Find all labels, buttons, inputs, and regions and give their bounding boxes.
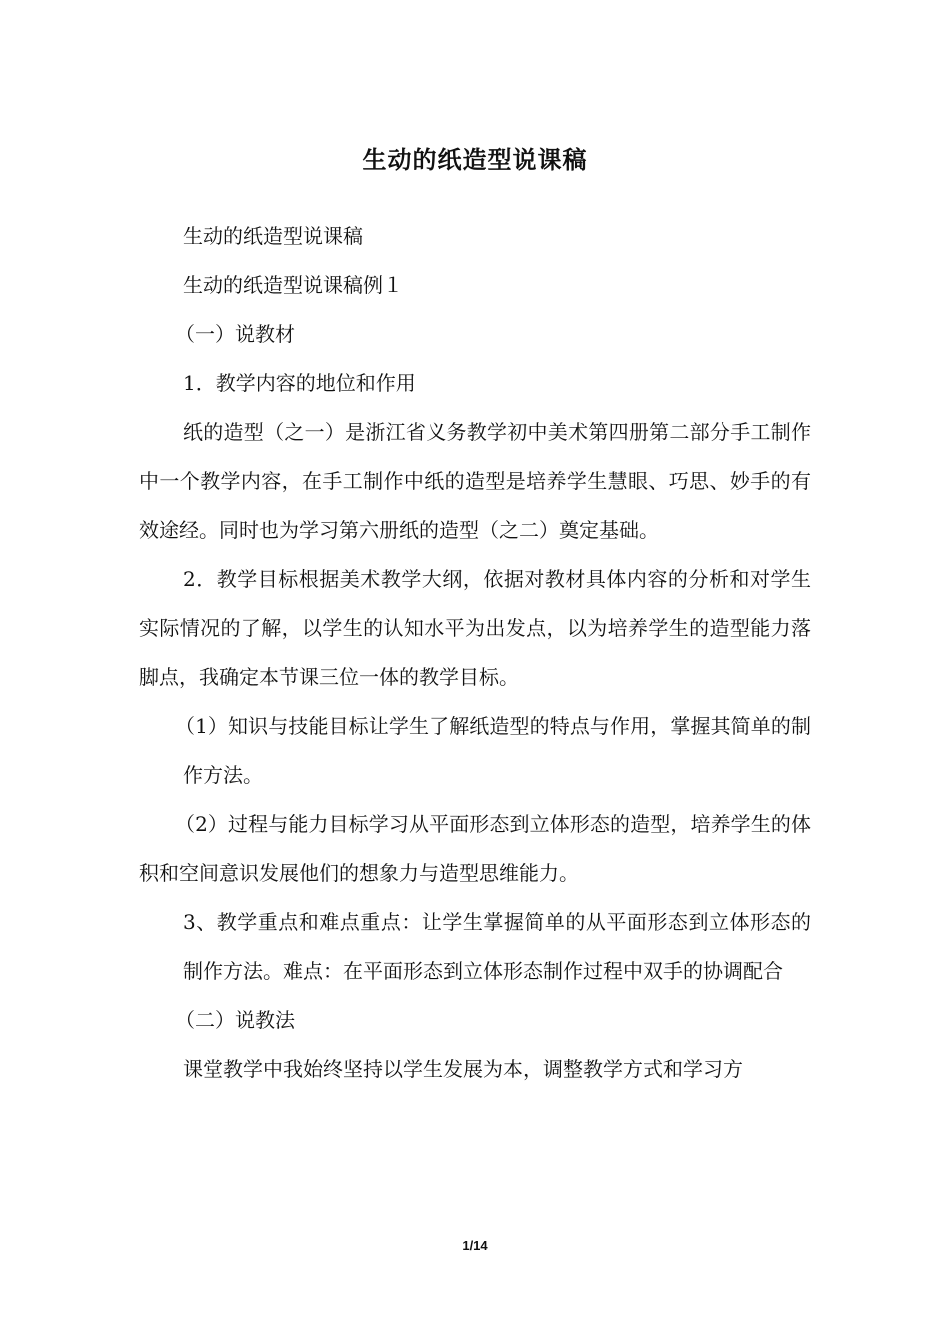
paragraph-teaching-method: 课堂教学中我始终坚持以学生发展为本，调整教学方式和学习方 (183, 1057, 743, 1081)
document-body (139, 212, 811, 1094)
paragraph-example-heading: 生动的纸造型说课稿例１ (183, 273, 403, 297)
paragraph-key-difficult-points: 3、教学重点和难点重点：让学生掌握简单的从平面形态到立体形态的制作方法。难点：在平面形态到立体形态制作过程中双手的协调配合 (183, 910, 811, 983)
page-number: 1/14 (462, 1238, 488, 1253)
paragraph-goal-knowledge-skills: （1）知识与技能目标让学生了解纸造型的特点与作用，掌握其简单的制作方法。 (175, 714, 811, 787)
paragraph-goal-process-ability: （2）过程与能力目标学习从平面形态到立体形态的造型，培养学生的体积和空间意识发展他们的想象力与造型思维能力。 (139, 812, 811, 885)
paragraph-content-role: 纸的造型（之一）是浙江省义务教学初中美术第四册第二部分手工制作中一个教学内容，在手工制作中纸的造型是培养学生慧眼、巧思、妙手的有效途经。同时也为学习第六册纸的造型（之二）奠定基础。 (139, 420, 811, 542)
paragraph-teaching-goals: 2．教学目标根据美术教学大纲，依据对教材具体内容的分析和对学生实际情况的了解，以学生的认知水平为出发点，以为培养学生的造型能力落脚点，我确定本节课三位一体的教学目标。 (139, 567, 811, 689)
section-heading-teaching-material: （一）说教材 (175, 322, 295, 346)
subsection-heading-content-role: 1．教学内容的地位和作用 (183, 371, 416, 395)
paragraph-subtitle: 生动的纸造型说课稿 (183, 224, 363, 248)
document-title: 生动的纸造型说课稿 (362, 146, 588, 174)
section-heading-teaching-method: （二）说教法 (175, 1008, 295, 1032)
